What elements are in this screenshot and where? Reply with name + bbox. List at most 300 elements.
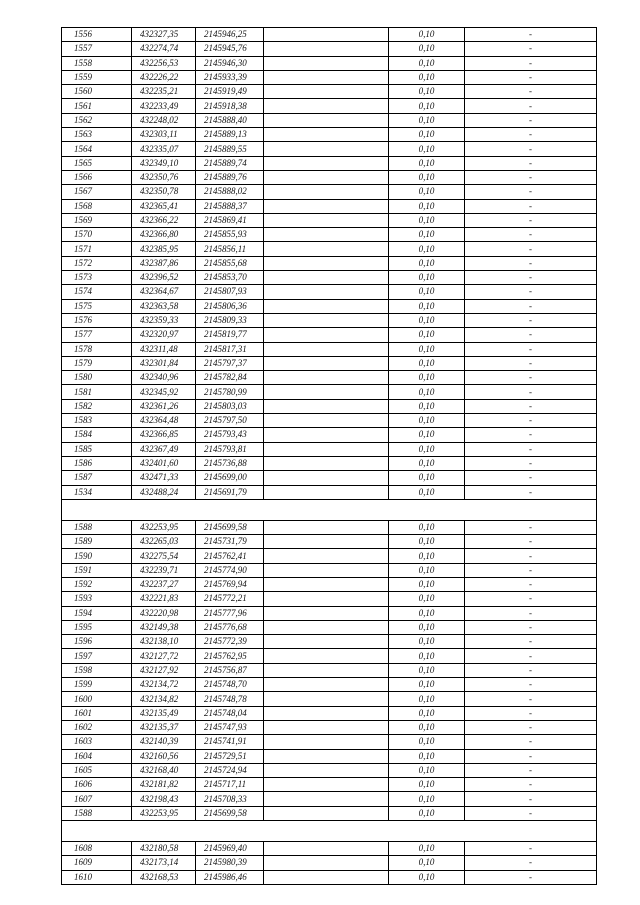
y-coordinate-cell: 2145855,68: [196, 256, 264, 270]
dash-cell: -: [465, 535, 597, 549]
value-cell: 0,10: [389, 313, 465, 327]
y-coordinate-cell: 2145853,70: [196, 271, 264, 285]
x-coordinate-cell: 432221,83: [132, 592, 196, 606]
table-row: [62, 663, 597, 677]
value-cell: 0,10: [389, 520, 465, 534]
x-coordinate-cell: 432149,38: [132, 620, 196, 634]
empty-cell: [264, 535, 389, 549]
dash-cell: -: [465, 577, 597, 591]
y-coordinate-cell: 2145748,04: [196, 706, 264, 720]
x-coordinate-cell: 432135,49: [132, 706, 196, 720]
value-cell: 0,10: [389, 271, 465, 285]
value-cell: 0,10: [389, 456, 465, 470]
point-number-cell: 1583: [62, 414, 132, 428]
point-number-cell: 1593: [62, 592, 132, 606]
point-number-cell: 1558: [62, 56, 132, 70]
empty-cell: [264, 113, 389, 127]
point-number-cell: 1594: [62, 606, 132, 620]
x-coordinate-cell: 432168,40: [132, 763, 196, 777]
x-coordinate-cell: 432253,95: [132, 520, 196, 534]
x-coordinate-cell: 432340,96: [132, 371, 196, 385]
point-number-cell: 1600: [62, 692, 132, 706]
dash-cell: -: [465, 692, 597, 706]
empty-cell: [264, 228, 389, 242]
table-row: [62, 806, 597, 820]
x-coordinate-cell: 432275,54: [132, 549, 196, 563]
table-row: [62, 156, 597, 170]
empty-cell: [264, 735, 389, 749]
point-number-cell: 1577: [62, 328, 132, 342]
dash-cell: -: [465, 371, 597, 385]
table-row: [62, 635, 597, 649]
point-number-cell: 1570: [62, 228, 132, 242]
value-cell: 0,10: [389, 842, 465, 856]
dash-cell: -: [465, 199, 597, 213]
y-coordinate-cell: 2145919,49: [196, 85, 264, 99]
table-row: [62, 442, 597, 456]
value-cell: 0,10: [389, 471, 465, 485]
table-row: [62, 792, 597, 806]
value-cell: 0,10: [389, 328, 465, 342]
dash-cell: -: [465, 256, 597, 270]
empty-cell: [264, 620, 389, 634]
y-coordinate-cell: 2145888,02: [196, 185, 264, 199]
table-row: [62, 328, 597, 342]
point-number-cell: 1596: [62, 635, 132, 649]
x-coordinate-cell: 432140,39: [132, 735, 196, 749]
value-cell: 0,10: [389, 356, 465, 370]
x-coordinate-cell: 432135,37: [132, 720, 196, 734]
table-row: [62, 678, 597, 692]
x-coordinate-cell: 432303,11: [132, 128, 196, 142]
empty-cell: [264, 520, 389, 534]
empty-cell: [264, 806, 389, 820]
value-cell: 0,10: [389, 285, 465, 299]
value-cell: 0,10: [389, 342, 465, 356]
value-cell: 0,10: [389, 299, 465, 313]
point-number-cell: 1573: [62, 271, 132, 285]
y-coordinate-cell: 2145747,93: [196, 720, 264, 734]
empty-cell: [264, 577, 389, 591]
empty-cell: [264, 356, 389, 370]
empty-cell: [264, 706, 389, 720]
value-cell: 0,10: [389, 142, 465, 156]
x-coordinate-cell: 432364,67: [132, 285, 196, 299]
value-cell: 0,10: [389, 242, 465, 256]
value-cell: 0,10: [389, 563, 465, 577]
dash-cell: -: [465, 563, 597, 577]
table-row: [62, 242, 597, 256]
dash-cell: -: [465, 635, 597, 649]
dash-cell: -: [465, 313, 597, 327]
dash-cell: -: [465, 442, 597, 456]
table-row: [62, 85, 597, 99]
table-row: [62, 342, 597, 356]
value-cell: 0,10: [389, 442, 465, 456]
y-coordinate-cell: 2145736,88: [196, 456, 264, 470]
x-coordinate-cell: 432160,56: [132, 749, 196, 763]
empty-cell: [264, 42, 389, 56]
point-number-cell: 1595: [62, 620, 132, 634]
table-body: [62, 28, 597, 885]
value-cell: 0,10: [389, 549, 465, 563]
table-row: [62, 199, 597, 213]
dash-cell: -: [465, 763, 597, 777]
table-row: [62, 170, 597, 184]
empty-cell: [264, 414, 389, 428]
x-coordinate-cell: 432363,58: [132, 299, 196, 313]
dash-cell: -: [465, 806, 597, 820]
dash-cell: -: [465, 592, 597, 606]
empty-cell: [264, 285, 389, 299]
x-coordinate-cell: 432253,95: [132, 806, 196, 820]
table-row: [62, 706, 597, 720]
value-cell: 0,10: [389, 428, 465, 442]
y-coordinate-cell: 2145724,94: [196, 763, 264, 777]
table-row: [62, 870, 597, 884]
y-coordinate-cell: 2145772,21: [196, 592, 264, 606]
table-row: [62, 371, 597, 385]
value-cell: 0,10: [389, 228, 465, 242]
point-number-cell: 1603: [62, 735, 132, 749]
value-cell: 0,10: [389, 385, 465, 399]
dash-cell: -: [465, 285, 597, 299]
table-row: [62, 485, 597, 499]
value-cell: 0,10: [389, 706, 465, 720]
x-coordinate-cell: 432226,22: [132, 70, 196, 84]
x-coordinate-cell: 432181,82: [132, 778, 196, 792]
x-coordinate-cell: 432134,72: [132, 678, 196, 692]
point-number-cell: 1574: [62, 285, 132, 299]
value-cell: 0,10: [389, 856, 465, 870]
y-coordinate-cell: 2145699,58: [196, 520, 264, 534]
x-coordinate-cell: 432237,27: [132, 577, 196, 591]
dash-cell: -: [465, 242, 597, 256]
table-row: [62, 299, 597, 313]
point-number-cell: 1568: [62, 199, 132, 213]
dash-cell: -: [465, 606, 597, 620]
y-coordinate-cell: 2145969,40: [196, 842, 264, 856]
dash-cell: -: [465, 649, 597, 663]
x-coordinate-cell: 432345,92: [132, 385, 196, 399]
table-row: [62, 356, 597, 370]
point-number-cell: 1598: [62, 663, 132, 677]
x-coordinate-cell: 432366,80: [132, 228, 196, 242]
empty-cell: [264, 678, 389, 692]
point-number-cell: 1557: [62, 42, 132, 56]
x-coordinate-cell: 432359,33: [132, 313, 196, 327]
value-cell: 0,10: [389, 56, 465, 70]
point-number-cell: 1581: [62, 385, 132, 399]
dash-cell: -: [465, 678, 597, 692]
x-coordinate-cell: 432471,33: [132, 471, 196, 485]
y-coordinate-cell: 2145793,81: [196, 442, 264, 456]
empty-cell: [264, 549, 389, 563]
empty-cell: [264, 749, 389, 763]
x-coordinate-cell: 432350,76: [132, 170, 196, 184]
table-row: [62, 414, 597, 428]
dash-cell: -: [465, 485, 597, 499]
value-cell: 0,10: [389, 485, 465, 499]
point-number-cell: 1576: [62, 313, 132, 327]
point-number-cell: 1578: [62, 342, 132, 356]
point-number-cell: 1565: [62, 156, 132, 170]
value-cell: 0,10: [389, 720, 465, 734]
y-coordinate-cell: 2145748,78: [196, 692, 264, 706]
point-number-cell: 1572: [62, 256, 132, 270]
y-coordinate-cell: 2145762,41: [196, 549, 264, 563]
x-coordinate-cell: 432239,71: [132, 563, 196, 577]
dash-cell: -: [465, 142, 597, 156]
value-cell: 0,10: [389, 606, 465, 620]
empty-cell: [264, 28, 389, 42]
table-row: [62, 577, 597, 591]
dash-cell: -: [465, 42, 597, 56]
value-cell: 0,10: [389, 763, 465, 777]
dash-cell: -: [465, 113, 597, 127]
dash-cell: -: [465, 342, 597, 356]
y-coordinate-cell: 2145807,93: [196, 285, 264, 299]
table-row: [62, 256, 597, 270]
empty-cell: [264, 170, 389, 184]
dash-cell: -: [465, 706, 597, 720]
point-number-cell: 1579: [62, 356, 132, 370]
empty-cell: [264, 856, 389, 870]
value-cell: 0,10: [389, 735, 465, 749]
table-row: [62, 142, 597, 156]
dash-cell: -: [465, 620, 597, 634]
x-coordinate-cell: 432367,49: [132, 442, 196, 456]
value-cell: 0,10: [389, 663, 465, 677]
y-coordinate-cell: 2145933,39: [196, 70, 264, 84]
dash-cell: -: [465, 28, 597, 42]
y-coordinate-cell: 2145806,36: [196, 299, 264, 313]
y-coordinate-cell: 2145793,43: [196, 428, 264, 442]
group-separator-row: [62, 821, 597, 842]
x-coordinate-cell: 432327,35: [132, 28, 196, 42]
value-cell: 0,10: [389, 399, 465, 413]
table-row: [62, 285, 597, 299]
empty-cell: [264, 692, 389, 706]
table-row: [62, 456, 597, 470]
value-cell: 0,10: [389, 635, 465, 649]
point-number-cell: 1604: [62, 749, 132, 763]
dash-cell: -: [465, 414, 597, 428]
y-coordinate-cell: 2145797,37: [196, 356, 264, 370]
value-cell: 0,10: [389, 620, 465, 634]
y-coordinate-cell: 2145803,03: [196, 399, 264, 413]
dash-cell: -: [465, 271, 597, 285]
y-coordinate-cell: 2145780,99: [196, 385, 264, 399]
point-number-cell: 1567: [62, 185, 132, 199]
point-number-cell: 1588: [62, 806, 132, 820]
value-cell: 0,10: [389, 749, 465, 763]
x-coordinate-cell: 432366,22: [132, 213, 196, 227]
x-coordinate-cell: 432127,92: [132, 663, 196, 677]
y-coordinate-cell: 2145769,94: [196, 577, 264, 591]
y-coordinate-cell: 2145888,40: [196, 113, 264, 127]
value-cell: 0,10: [389, 792, 465, 806]
y-coordinate-cell: 2145946,30: [196, 56, 264, 70]
table-row: [62, 313, 597, 327]
empty-cell: [264, 56, 389, 70]
point-number-cell: 1609: [62, 856, 132, 870]
x-coordinate-cell: 432365,41: [132, 199, 196, 213]
empty-cell: [264, 99, 389, 113]
x-coordinate-cell: 432385,95: [132, 242, 196, 256]
table-row: [62, 649, 597, 663]
table-row: [62, 56, 597, 70]
table-row: [62, 99, 597, 113]
x-coordinate-cell: 432168,53: [132, 870, 196, 884]
x-coordinate-cell: 432134,82: [132, 692, 196, 706]
empty-cell: [264, 792, 389, 806]
value-cell: 0,10: [389, 535, 465, 549]
x-coordinate-cell: 432488,24: [132, 485, 196, 499]
value-cell: 0,10: [389, 99, 465, 113]
dash-cell: -: [465, 778, 597, 792]
empty-cell: [264, 399, 389, 413]
separator-cell: [62, 821, 597, 842]
table-row: [62, 592, 597, 606]
value-cell: 0,10: [389, 185, 465, 199]
point-number-cell: 1556: [62, 28, 132, 42]
table-row: [62, 399, 597, 413]
empty-cell: [264, 256, 389, 270]
empty-cell: [264, 328, 389, 342]
coordinates-table: [61, 27, 597, 885]
empty-cell: [264, 763, 389, 777]
value-cell: 0,10: [389, 199, 465, 213]
x-coordinate-cell: 432349,10: [132, 156, 196, 170]
y-coordinate-cell: 2145889,76: [196, 170, 264, 184]
point-number-cell: 1590: [62, 549, 132, 563]
y-coordinate-cell: 2145945,76: [196, 42, 264, 56]
table-row: [62, 856, 597, 870]
table-row: [62, 185, 597, 199]
empty-cell: [264, 85, 389, 99]
table-row: [62, 749, 597, 763]
separator-cell: [62, 499, 597, 520]
table-row: [62, 720, 597, 734]
dash-cell: -: [465, 99, 597, 113]
dash-cell: -: [465, 156, 597, 170]
x-coordinate-cell: 432396,52: [132, 271, 196, 285]
y-coordinate-cell: 2145699,00: [196, 471, 264, 485]
x-coordinate-cell: 432173,14: [132, 856, 196, 870]
point-number-cell: 1575: [62, 299, 132, 313]
table-row: [62, 520, 597, 534]
dash-cell: -: [465, 185, 597, 199]
y-coordinate-cell: 2145776,68: [196, 620, 264, 634]
dash-cell: -: [465, 456, 597, 470]
y-coordinate-cell: 2145777,96: [196, 606, 264, 620]
table-row: [62, 563, 597, 577]
table-row: [62, 620, 597, 634]
point-number-cell: 1606: [62, 778, 132, 792]
table-row: [62, 213, 597, 227]
y-coordinate-cell: 2145762,95: [196, 649, 264, 663]
empty-cell: [264, 242, 389, 256]
empty-cell: [264, 428, 389, 442]
y-coordinate-cell: 2145856,11: [196, 242, 264, 256]
empty-cell: [264, 842, 389, 856]
point-number-cell: 1599: [62, 678, 132, 692]
value-cell: 0,10: [389, 113, 465, 127]
table-row: [62, 763, 597, 777]
point-number-cell: 1610: [62, 870, 132, 884]
y-coordinate-cell: 2145782,84: [196, 371, 264, 385]
x-coordinate-cell: 432233,49: [132, 99, 196, 113]
y-coordinate-cell: 2145741,91: [196, 735, 264, 749]
y-coordinate-cell: 2145946,25: [196, 28, 264, 42]
table-row: [62, 842, 597, 856]
y-coordinate-cell: 2145731,79: [196, 535, 264, 549]
point-number-cell: 1559: [62, 70, 132, 84]
point-number-cell: 1580: [62, 371, 132, 385]
y-coordinate-cell: 2145817,31: [196, 342, 264, 356]
y-coordinate-cell: 2145691,79: [196, 485, 264, 499]
y-coordinate-cell: 2145729,51: [196, 749, 264, 763]
table-row: [62, 606, 597, 620]
x-coordinate-cell: 432256,53: [132, 56, 196, 70]
empty-cell: [264, 456, 389, 470]
x-coordinate-cell: 432387,86: [132, 256, 196, 270]
x-coordinate-cell: 432366,85: [132, 428, 196, 442]
value-cell: 0,10: [389, 414, 465, 428]
x-coordinate-cell: 432274,74: [132, 42, 196, 56]
value-cell: 0,10: [389, 128, 465, 142]
y-coordinate-cell: 2145889,74: [196, 156, 264, 170]
table-row: [62, 428, 597, 442]
dash-cell: -: [465, 842, 597, 856]
value-cell: 0,10: [389, 592, 465, 606]
y-coordinate-cell: 2145918,38: [196, 99, 264, 113]
table-row: [62, 471, 597, 485]
x-coordinate-cell: 432311,48: [132, 342, 196, 356]
value-cell: 0,10: [389, 42, 465, 56]
dash-cell: -: [465, 720, 597, 734]
value-cell: 0,10: [389, 577, 465, 591]
point-number-cell: 1602: [62, 720, 132, 734]
x-coordinate-cell: 432248,02: [132, 113, 196, 127]
empty-cell: [264, 778, 389, 792]
dash-cell: -: [465, 735, 597, 749]
dash-cell: -: [465, 792, 597, 806]
point-number-cell: 1571: [62, 242, 132, 256]
point-number-cell: 1588: [62, 520, 132, 534]
point-number-cell: 1562: [62, 113, 132, 127]
value-cell: 0,10: [389, 170, 465, 184]
x-coordinate-cell: 432198,43: [132, 792, 196, 806]
value-cell: 0,10: [389, 692, 465, 706]
y-coordinate-cell: 2145772,39: [196, 635, 264, 649]
table-row: [62, 228, 597, 242]
value-cell: 0,10: [389, 371, 465, 385]
x-coordinate-cell: 432138,10: [132, 635, 196, 649]
y-coordinate-cell: 2145699,58: [196, 806, 264, 820]
table-row: [62, 42, 597, 56]
table-row: [62, 735, 597, 749]
point-number-cell: 1563: [62, 128, 132, 142]
x-coordinate-cell: 432301,84: [132, 356, 196, 370]
empty-cell: [264, 870, 389, 884]
empty-cell: [264, 185, 389, 199]
y-coordinate-cell: 2145889,55: [196, 142, 264, 156]
dash-cell: -: [465, 549, 597, 563]
dash-cell: -: [465, 328, 597, 342]
dash-cell: -: [465, 399, 597, 413]
